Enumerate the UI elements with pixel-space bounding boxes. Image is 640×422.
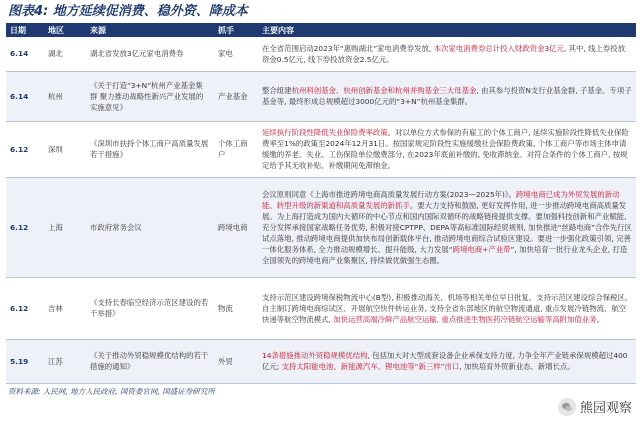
content-text: ”, 加快培育一批行业龙头企业, 打造全国领先的跨境电商产业集聚区, 持续做优做强生态圈。	[262, 244, 628, 265]
cell-content	[258, 121, 636, 177]
cell-region: 江苏	[44, 339, 86, 383]
col-header-region: 地区	[44, 23, 86, 37]
cell-lever: 物流	[214, 277, 258, 339]
wechat-icon	[558, 398, 576, 416]
cell-region: 上海	[44, 177, 86, 277]
cell-source: 《支持长春临空经济示范区建设的若干举措》	[86, 277, 214, 339]
cell-date: 6.12	[6, 177, 44, 277]
table-row	[6, 277, 636, 339]
cell-lever: 外贸	[214, 339, 258, 383]
cell-lever: 个体工商户	[214, 121, 258, 177]
col-header-content: 主要内容	[258, 23, 636, 37]
cell-region: 深圳	[44, 121, 86, 177]
highlighted-text: 跨境电商+产业带	[452, 244, 511, 254]
highlighted-text: 14条措施推动外贸稳规模优结构	[262, 351, 368, 360]
cell-region: 吉林	[44, 277, 86, 339]
cell-region: 杭州	[44, 71, 86, 121]
table-header-row	[6, 23, 636, 37]
policy-table	[6, 23, 636, 384]
content-text: 整合组建	[262, 86, 292, 95]
content-text: 。	[596, 314, 604, 324]
watermark-text: 熊园观察	[579, 401, 632, 416]
source-footnote: 资料来源: 人民网, 地方人民政府, 国资委官网, 国盛证券研究所	[8, 387, 215, 396]
cell-source: 《深圳市扶持个体工商户高质量发展若干措施》	[86, 121, 214, 177]
content-text: 支持示范区建设跨境保税物流中心(B型), 积极推动海关、机场等相关单位早日批复。支持示范区建设综合保税区, 自主制订跨境电商综试区、开展航空快件转运业务, 支持全省东部地区的航空物流通道, 重点发展冷链物流、航空快递等航空物流模式,	[262, 292, 628, 324]
cell-content	[258, 339, 636, 383]
cell-lever: 产业基金	[214, 71, 258, 121]
content-text: 。对以单位方式参保的有雇工的个体工商户, 延续实施阶段性降低失业保险费率至1%的政策至2024年12月31日。按国家规定阶段性实施缓缴社会保险费政策, 个体工商户等市场主体申请缓缴的养老、失业、工伤保险单位缴费部分, 在2023年底前补缴的, 免收滞纳金。对符合条件的个体工商户, 按规定给予其无收补贴、补缴期间免滞纳金。	[262, 128, 629, 170]
cell-lever: 跨境电商	[214, 177, 258, 277]
col-header-source: 来源	[86, 23, 214, 37]
cell-lever: 家电	[214, 37, 258, 71]
content-text: , 加快培育外贸新业态、新增长点。	[459, 362, 575, 371]
content-text: , 由其参与投资N支行业基金群, 子基金、专项子基金等, 最终形成总规模超过3000亿元的“3+N”杭州基金集群。	[262, 86, 632, 106]
content-text: , 其中, 线上券投放资金0.5亿元, 线下券投放资金2.5亿元。	[262, 43, 626, 64]
cell-source: 湖北省发放3亿元家电消费券	[86, 37, 214, 71]
cell-date: 6.12	[6, 121, 44, 177]
cell-region: 湖北	[44, 37, 86, 71]
cell-source: 《关于打造“3+N”杭州产业基金集群 聚力推动战略性新兴产业发展的实施意见》	[86, 71, 214, 121]
cell-content	[258, 37, 636, 71]
watermark	[558, 397, 632, 416]
highlighted-text: 加快运营高端冷鲜产品航空运输, 重点推进生物医药冷链航空运输等高附加值业务	[333, 314, 597, 324]
table-row	[6, 177, 636, 277]
cell-date: 5.19	[6, 339, 44, 383]
content-text: 在全省范围启动2023年“惠购湖北”家电消费券发放,	[262, 43, 434, 53]
cell-content	[258, 177, 636, 277]
table-row	[6, 121, 636, 177]
highlighted-text: 本次家电消费券总计投入财政资金3亿元	[433, 43, 564, 53]
table-row	[6, 71, 636, 121]
cell-date: 6.12	[6, 277, 44, 339]
col-header-lever: 抓手	[214, 23, 258, 37]
col-header-date: 日期	[6, 23, 44, 37]
highlighted-text: 延续执行阶段性降低失业保险费率政策	[262, 128, 388, 137]
highlighted-text: 杭州科创基金、杭州创新基金和杭州并购基金三大母基金	[291, 86, 477, 95]
content-text: 。要大力支持和鼓励, 更好发挥作用, 进一步推动跨境电商高质量发展。为上海打造成为国内大循环的中心节点和国内国际双循环的战略链接提供支撑。要加强科技创新和产业赋能, 充分发挥承接国家战略任务优势, 积极对接CPTPP、DEPA等高标准国际经贸规则, 加快推进“丝路电商”合作先行区试点落地, 推动跨境电商提供加快布局创新载体平台, 推动跨境电商综合试验区建设。要进一步强化政策引领, 完善一体化服务体系, 全力推动规模增长、提升能级, 大力发展“	[262, 200, 632, 254]
cell-date: 6.14	[6, 71, 44, 121]
table-row	[6, 339, 636, 383]
highlighted-text: 跨境电商已成为外贸发展的新动能、转型升级的新渠道和高质量发展的新抓手	[262, 189, 620, 210]
cell-content	[258, 71, 636, 121]
table-row	[6, 37, 636, 71]
cell-source: 市政府常务会议	[86, 177, 214, 277]
cell-date: 6.14	[6, 37, 44, 71]
cell-content	[258, 277, 636, 339]
content-text: , 包括加大对大型成套设备企业承保支持力度, 力争全年产业链承保规模超过400亿元;	[262, 351, 628, 371]
figure-title: 图表4: 地方延续促消费、稳外资、降成本	[8, 4, 248, 19]
content-text: 会议原则同意《上海市推进跨境电商高质量发展行动方案(2023—2025年)》。	[262, 189, 517, 199]
cell-source: 《关于推动外贸稳规模优结构的若干措施的通知》	[86, 339, 214, 383]
highlighted-text: 支持太阳能电池、新能源汽车、锂电池等“新三样”出口	[281, 362, 460, 371]
